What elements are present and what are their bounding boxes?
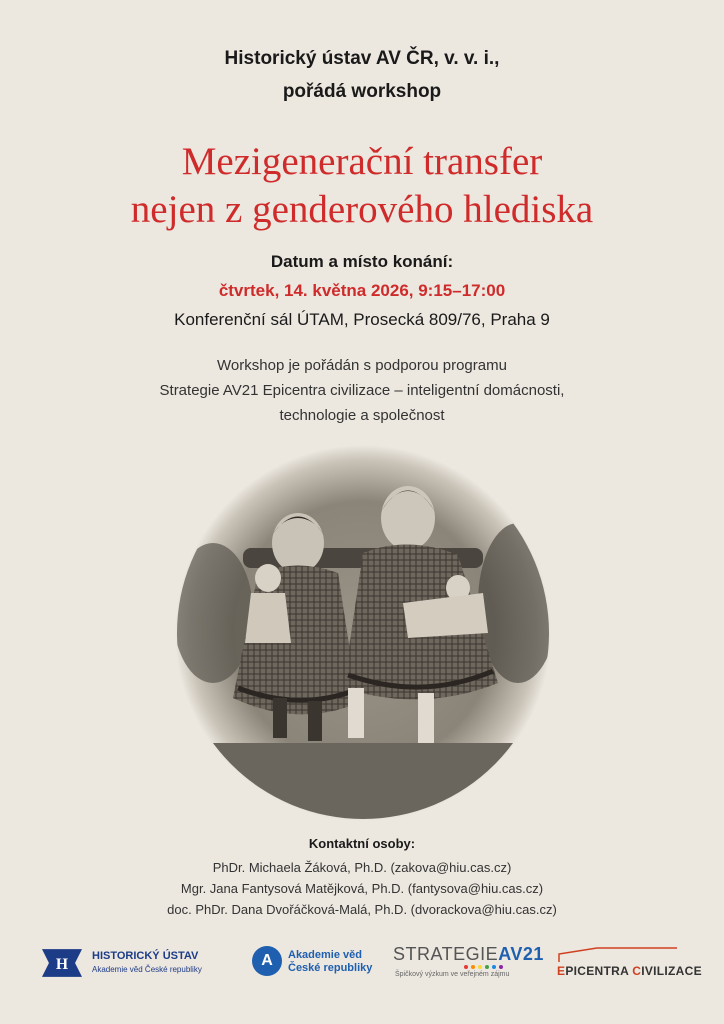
logo-epicentra-civilizace: [557, 940, 702, 990]
av-name: Akademie věd České republiky: [288, 949, 373, 974]
contacts-heading: Kontaktní osoby:: [308, 836, 416, 851]
title-line-1: Mezigenerační transfer: [181, 140, 543, 183]
contacts-list: [0, 857, 724, 920]
support-note: [0, 353, 724, 428]
av-mark-icon: A: [252, 946, 282, 976]
svg-text:H: H: [55, 956, 69, 974]
partner-logos: [0, 940, 724, 1000]
hu-mark-icon: [42, 947, 82, 979]
support-line-1: Workshop je pořádán s podporou programu: [217, 357, 507, 374]
roof-line-icon: [557, 946, 682, 964]
organizer-line-2: pořádá workshop: [282, 81, 442, 102]
contact-person: doc. PhDr. Dana Dvořáčková-Malá, Ph.D. (dvorackova@hiu.cas.cz): [167, 902, 557, 917]
workshop-title: [0, 138, 724, 234]
event-venue: Konferenční sál ÚTAM, Prosecká 809/76, Praha 9: [174, 310, 550, 329]
contact-person: Mgr. Jana Fantysová Matějková, Ph.D. (fantysova@hiu.cas.cz): [180, 881, 544, 896]
organizer-heading: [0, 42, 724, 108]
support-line-2: Strategie AV21 Epicentra civilizace – inteligentní domácnosti,: [159, 382, 565, 399]
strategie-title: STRATEGIEAV21: [393, 944, 544, 964]
epicentra-name: EPICENTRA CIVILIZACE: [557, 964, 702, 978]
organizer-line-1: Historický ústav AV ČR, v. v. i.,: [224, 48, 500, 69]
hu-name: HISTORICKÝ ÚSTAV: [92, 950, 199, 962]
date-place-heading: Datum a místo konání:: [270, 252, 454, 271]
logo-strategie-av21: [393, 940, 544, 990]
logo-akademie-ved: [252, 940, 392, 990]
strategie-sub: Špičkový výzkum ve veřejném zájmu: [395, 971, 510, 978]
historical-photo: [173, 443, 553, 823]
contact-person: PhDr. Michaela Žáková, Ph.D. (zakova@hiu.cas.cz): [212, 860, 512, 875]
hu-sub: Akademie věd České republiky: [92, 965, 202, 974]
logo-historicky-ustav: [42, 940, 242, 990]
color-dots-icon: [463, 964, 503, 970]
event-date: čtvrtek, 14. května 2026, 9:15–17:00: [218, 281, 506, 300]
support-line-3: technologie a společnost: [279, 407, 445, 424]
title-line-2: nejen z genderového hlediska: [130, 188, 594, 231]
